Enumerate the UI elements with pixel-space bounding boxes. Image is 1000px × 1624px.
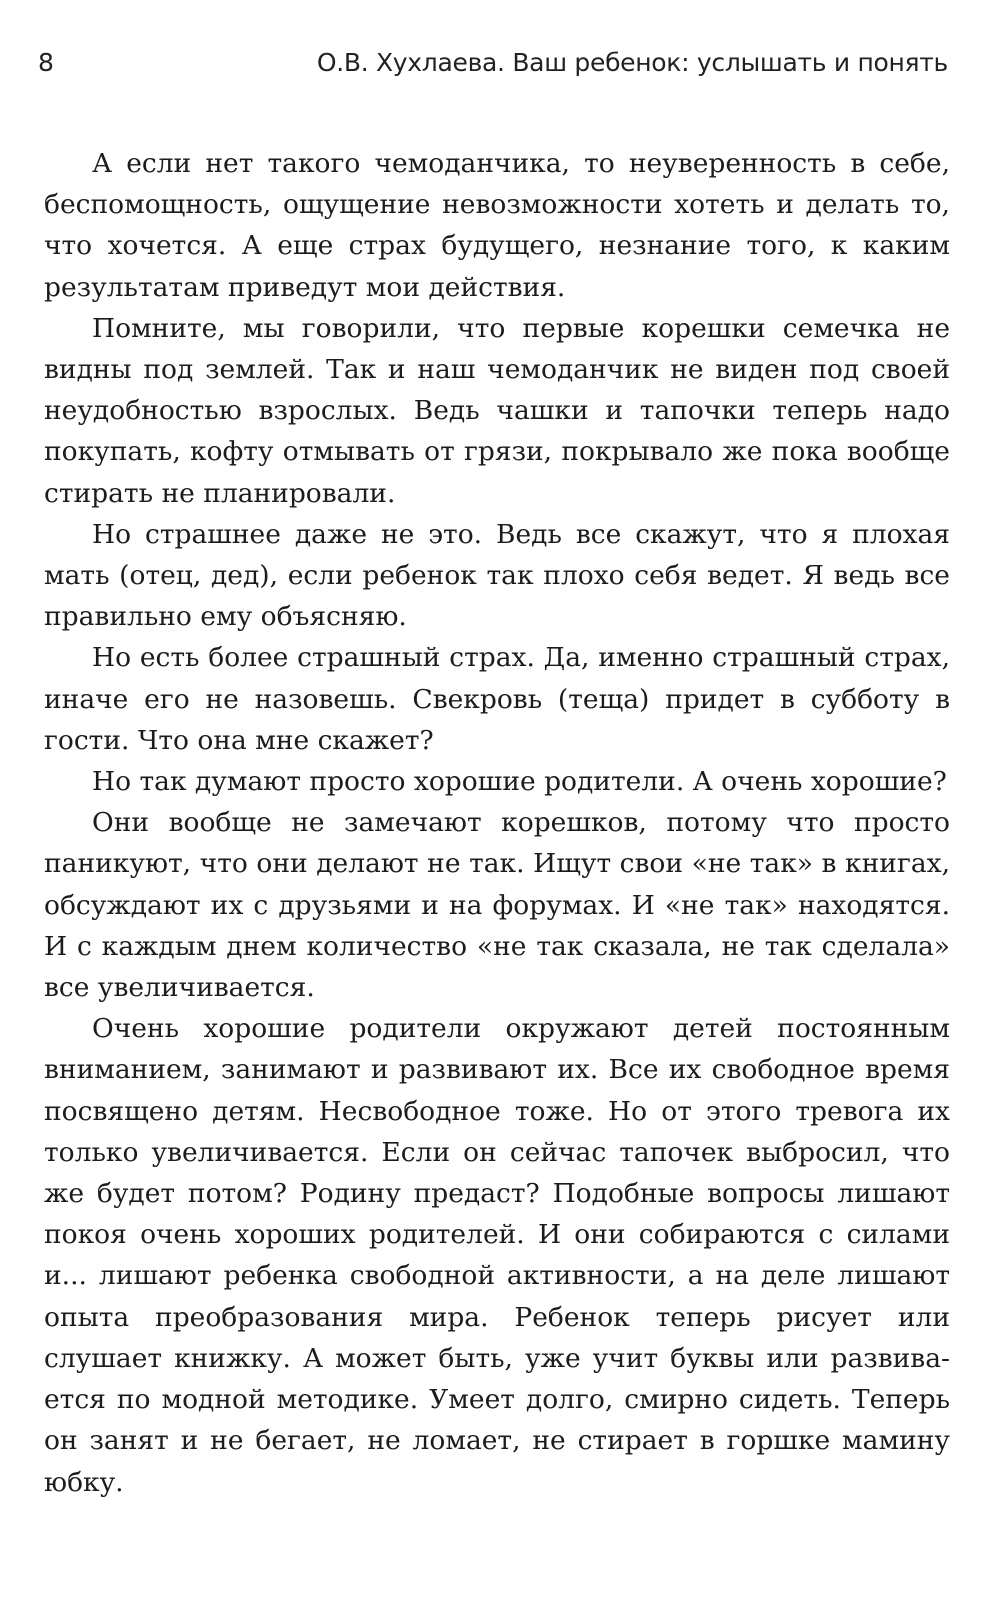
- paragraph: Они вообще не замечают корешков, потому что просто паникуют, что они делают не так. Ищут свои «не так» в книгах, обсуждают их с друзьями и на форумах. И «не так» находятся. И с каждым днем количество «не так сказала, не так сделала» все увеличивается.: [44, 807, 950, 1004]
- paragraph: Но так думают просто хорошие родители. А очень хорошие?: [92, 766, 947, 798]
- paragraph: Очень хорошие родители окружают детей постоянным вниманием, занимают и развивают их. Все их свободное время посвящено детям. Несвободное тоже. Но от этого тревога их только увеличивается. Если он сейчас тапочек выбросил, что же будет потом? Родину предаст? Подобные вопросы лишают покоя очень хороших родителей. И они собираются с силами и... лишают ребенка свободной активности, а на деле лишают опыта преобразования мира. Ребенок теперь рисует или слушает книжку. А может быть, уже учит буквы или развивается по модной методике. Умеет долго, смирно сидеть. Теперь он занят и не бегает, не ломает, не стирает в горшке мамину юбку.: [44, 1013, 950, 1498]
- body-text: [44, 143, 950, 1503]
- paragraph: А если нет такого чемоданчика, то неуверенность в себе, беспомощность, ощущение невозможности хотеть и делать то, что хочется. А еще страх будущего, незнание того, к каким результатам приведут мои действия.: [44, 148, 950, 303]
- page-number: 8: [38, 48, 54, 77]
- book-title: О.В. Хухлаева. Ваш ребенок: услышать и понять: [316, 48, 948, 77]
- paragraph: Помните, мы говорили, что первые корешки семечка не видны под землей. Так и наш чемоданчик не виден под своей неудобностью взрослых. Ведь чашки и тапочки теперь надо покупать, кофту отмывать от грязи, покрывало же пока вообще стирать не планировали.: [44, 312, 950, 509]
- running-head: [38, 48, 948, 88]
- paragraph: Но есть более страшный страх. Да, именно страшный страх, иначе его не назовешь. Свекровь (теща) придет в субботу в гости. Что она мне скажет?: [44, 642, 950, 756]
- paragraph: Но страшнее даже не это. Ведь все скажут, что я плохая мать (отец, дед), если ребенок так плохо себя ведет. Я ведь все правильно ему объясняю.: [44, 518, 950, 633]
